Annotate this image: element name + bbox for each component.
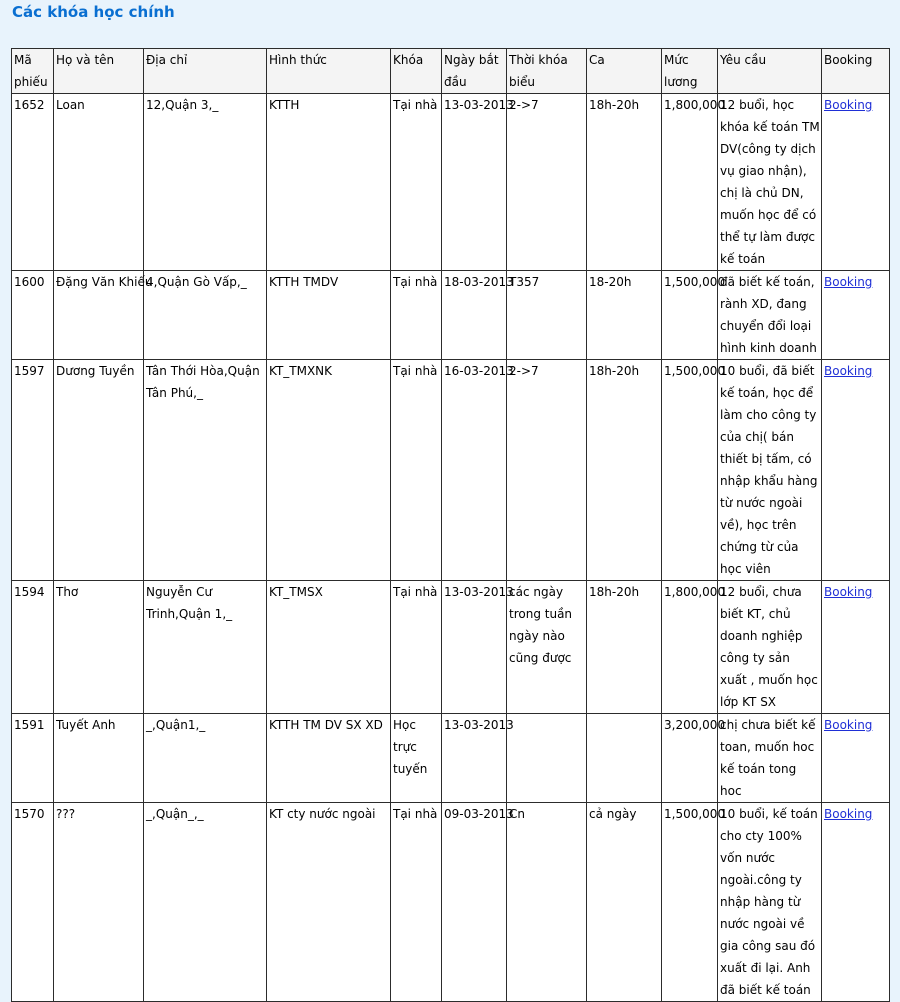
cell-thoi-khoa-bieu: T357 <box>507 271 587 360</box>
header-khoa: Khóa <box>391 49 442 94</box>
booking-link[interactable]: Booking <box>824 585 873 599</box>
cell-booking <box>822 581 890 714</box>
cell-thoi-khoa-bieu <box>507 714 587 803</box>
header-thoi-khoa-bieu: Thời khóa biểu <box>507 49 587 94</box>
cell-ngay-bat-dau: 09-03-2013 <box>442 803 507 1002</box>
table-row <box>12 581 890 714</box>
booking-link[interactable]: Booking <box>824 718 873 732</box>
cell-dia-chi: Nguyễn Cư Trinh,Quận 1,_ <box>144 581 267 714</box>
header-dia-chi: Địa chỉ <box>144 49 267 94</box>
cell-ho-ten: Loan <box>54 94 144 271</box>
cell-booking <box>822 271 890 360</box>
cell-ma-phieu: 1570 <box>12 803 54 1002</box>
cell-booking <box>822 94 890 271</box>
cell-khoa: Tại nhà <box>391 360 442 581</box>
booking-link[interactable]: Booking <box>824 364 873 378</box>
cell-khoa: Tại nhà <box>391 94 442 271</box>
cell-ca: 18h-20h <box>587 581 662 714</box>
header-yeu-cau: Yêu cầu <box>718 49 822 94</box>
cell-dia-chi: 12,Quận 3,_ <box>144 94 267 271</box>
cell-ngay-bat-dau: 13-03-2013 <box>442 581 507 714</box>
cell-ngay-bat-dau: 13-03-2013 <box>442 714 507 803</box>
table-body <box>12 94 890 1002</box>
cell-dia-chi: Tân Thới Hòa,Quận Tân Phú,_ <box>144 360 267 581</box>
cell-muc-luong: 1,500,000 <box>662 803 718 1002</box>
booking-link[interactable]: Booking <box>824 807 873 821</box>
cell-hinh-thuc: KT_TMSX <box>267 581 391 714</box>
table-row <box>12 271 890 360</box>
cell-ngay-bat-dau: 18-03-2013 <box>442 271 507 360</box>
cell-muc-luong: 1,500,000 <box>662 360 718 581</box>
cell-dia-chi: _,Quận1,_ <box>144 714 267 803</box>
cell-ngay-bat-dau: 16-03-2013 <box>442 360 507 581</box>
cell-hinh-thuc: KTTH <box>267 94 391 271</box>
cell-ho-ten: ??? <box>54 803 144 1002</box>
cell-ma-phieu: 1652 <box>12 94 54 271</box>
cell-hinh-thuc: KTTH TM DV SX XD <box>267 714 391 803</box>
cell-ca <box>587 714 662 803</box>
header-muc-luong: Mức lương <box>662 49 718 94</box>
cell-muc-luong: 1,800,000 <box>662 581 718 714</box>
cell-ho-ten: Thơ <box>54 581 144 714</box>
cell-yeu-cau: chị chưa biết kế toan, muốn hoc kế toán tong hoc <box>718 714 822 803</box>
cell-thoi-khoa-bieu: 2->7 <box>507 94 587 271</box>
header-hinh-thuc: Hình thức <box>267 49 391 94</box>
cell-ca: 18-20h <box>587 271 662 360</box>
page-title: Các khóa học chính <box>12 3 175 21</box>
cell-muc-luong: 1,800,000 <box>662 94 718 271</box>
cell-hinh-thuc: KT cty nước ngoài <box>267 803 391 1002</box>
cell-dia-chi: _,Quận_,_ <box>144 803 267 1002</box>
cell-muc-luong: 3,200,000 <box>662 714 718 803</box>
cell-ma-phieu: 1591 <box>12 714 54 803</box>
course-table <box>11 48 890 1002</box>
booking-link[interactable]: Booking <box>824 98 873 112</box>
header-ngay-bat-dau: Ngày bắt đầu <box>442 49 507 94</box>
cell-dia-chi: 4,Quận Gò Vấp,_ <box>144 271 267 360</box>
cell-khoa: Tại nhà <box>391 803 442 1002</box>
header-booking: Booking <box>822 49 890 94</box>
cell-ho-ten: Đặng Văn Khiếu <box>54 271 144 360</box>
cell-yeu-cau: 12 buổi, học khóa kế toán TM DV(công ty dịch vụ giao nhận), chị là chủ DN, muốn học để có thể tự làm được kế toán <box>718 94 822 271</box>
header-row <box>12 49 890 94</box>
cell-ca: 18h-20h <box>587 94 662 271</box>
cell-booking <box>822 803 890 1002</box>
cell-yeu-cau: 10 buổi, đã biết kế toán, học để làm cho công ty của chị( bán thiết bị tấm, có nhập khẩu hàng từ nước ngoài về), học trên chứng từ của học viên <box>718 360 822 581</box>
cell-ma-phieu: 1594 <box>12 581 54 714</box>
cell-ma-phieu: 1600 <box>12 271 54 360</box>
cell-ho-ten: Dương Tuyền <box>54 360 144 581</box>
cell-booking <box>822 714 890 803</box>
cell-thoi-khoa-bieu: các ngày trong tuần ngày nào cũng được <box>507 581 587 714</box>
cell-booking <box>822 360 890 581</box>
table-row <box>12 714 890 803</box>
cell-khoa: Tại nhà <box>391 271 442 360</box>
header-ho-ten: Họ và tên <box>54 49 144 94</box>
cell-ca: cả ngày <box>587 803 662 1002</box>
cell-ngay-bat-dau: 13-03-2013 <box>442 94 507 271</box>
cell-khoa: Tại nhà <box>391 581 442 714</box>
table-row <box>12 803 890 1002</box>
header-ma-phieu: Mã phiếu <box>12 49 54 94</box>
cell-muc-luong: 1,500,000 <box>662 271 718 360</box>
cell-yeu-cau: 10 buổi, kế toán cho cty 100% vốn nước ngoài.công ty nhập hàng từ nước ngoài về gia công sau đó xuất đi lại. Anh đã biết kế toán <box>718 803 822 1002</box>
table-row <box>12 360 890 581</box>
cell-khoa: Học trực tuyến <box>391 714 442 803</box>
cell-yeu-cau: 12 buổi, chưa biết KT, chủ doanh nghiệp công ty sản xuất , muốn học lớp KT SX <box>718 581 822 714</box>
cell-hinh-thuc: KT_TMXNK <box>267 360 391 581</box>
cell-thoi-khoa-bieu: Cn <box>507 803 587 1002</box>
cell-thoi-khoa-bieu: 2->7 <box>507 360 587 581</box>
cell-ho-ten: Tuyết Anh <box>54 714 144 803</box>
table-header <box>12 49 890 94</box>
cell-ma-phieu: 1597 <box>12 360 54 581</box>
header-ca: Ca <box>587 49 662 94</box>
table-row <box>12 94 890 271</box>
cell-ca: 18h-20h <box>587 360 662 581</box>
booking-link[interactable]: Booking <box>824 275 873 289</box>
cell-hinh-thuc: KTTH TMDV <box>267 271 391 360</box>
cell-yeu-cau: đã biết kế toán, rành XD, đang chuyển đổi loại hình kinh doanh <box>718 271 822 360</box>
